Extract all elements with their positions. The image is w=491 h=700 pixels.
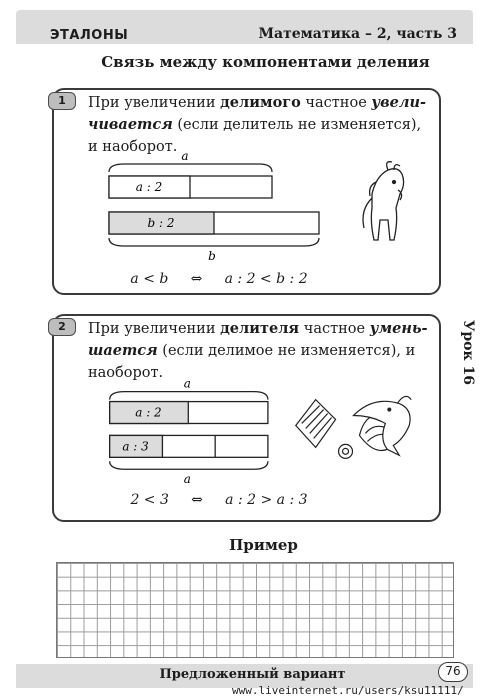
formula-left: a < b (130, 271, 169, 287)
equivalence-arrow-icon: ⇔ (191, 492, 203, 508)
formula-right: a : 2 < b : 2 (224, 271, 308, 287)
rule-2-formula (54, 492, 384, 508)
rule-1-top-label: a (181, 149, 189, 163)
header-left-label: ЭТАЛОНЫ (50, 28, 129, 43)
rule-1-formula (54, 271, 384, 287)
bar-a-div-3-label: a : 3 (122, 439, 149, 454)
example-grid (56, 562, 454, 658)
footer-label: Предложенный вариант (159, 667, 346, 682)
rule-1-emphasis: увели-чивается (88, 94, 427, 133)
rule-2-text-part: (если делимое не изменяется), и наоборот. (88, 343, 416, 381)
example-title: Пример (229, 536, 298, 554)
rule-2-text-part: частное (299, 321, 370, 337)
formula-right: a : 2 > a : 3 (225, 492, 308, 508)
bar-b-label: b : 2 (147, 216, 175, 230)
rule-2-keyword: делителя (220, 320, 300, 337)
rule-2-bottom-label: a (183, 472, 191, 487)
rule-number-badge-1: 1 (48, 92, 76, 110)
rule-1-keyword: делимого (220, 94, 301, 111)
header-bar (16, 10, 473, 44)
rule-box-1 (52, 88, 441, 295)
rule-1-diagram (54, 90, 443, 297)
rule-1-text-part: (если делитель не изменяется), и наоборот. (88, 117, 422, 155)
equivalence-arrow-icon: ⇔ (190, 271, 203, 287)
page-number: 76 (438, 662, 468, 682)
lesson-side-label: Урок 16 (460, 320, 476, 385)
horse-illustration (363, 162, 404, 240)
rule-number-badge-2: 2 (48, 318, 76, 336)
harp-illustration (296, 400, 336, 448)
rule-box-2 (52, 314, 441, 522)
bar-a-label: a : 2 (135, 180, 163, 194)
formula-left: 2 < 3 (130, 492, 169, 508)
page-title: Связь между компонентами деления (101, 53, 430, 71)
rule-1-text-part: частное (300, 95, 372, 111)
rule-2-text-part: При увеличении (88, 321, 221, 337)
watermark-url: www.liveinternet.ru/users/ksu11111/ (232, 684, 464, 697)
header-right-label: Математика – 2, часть 3 (258, 26, 457, 42)
rule-2-top-label: a (183, 376, 191, 391)
bar-a-div-2-label: a : 2 (135, 405, 162, 420)
rule-2-emphasis: умень-шается (88, 320, 428, 359)
rule-1-bottom-label: b (208, 249, 216, 263)
rule-1-text-part: При увеличении (88, 95, 221, 111)
